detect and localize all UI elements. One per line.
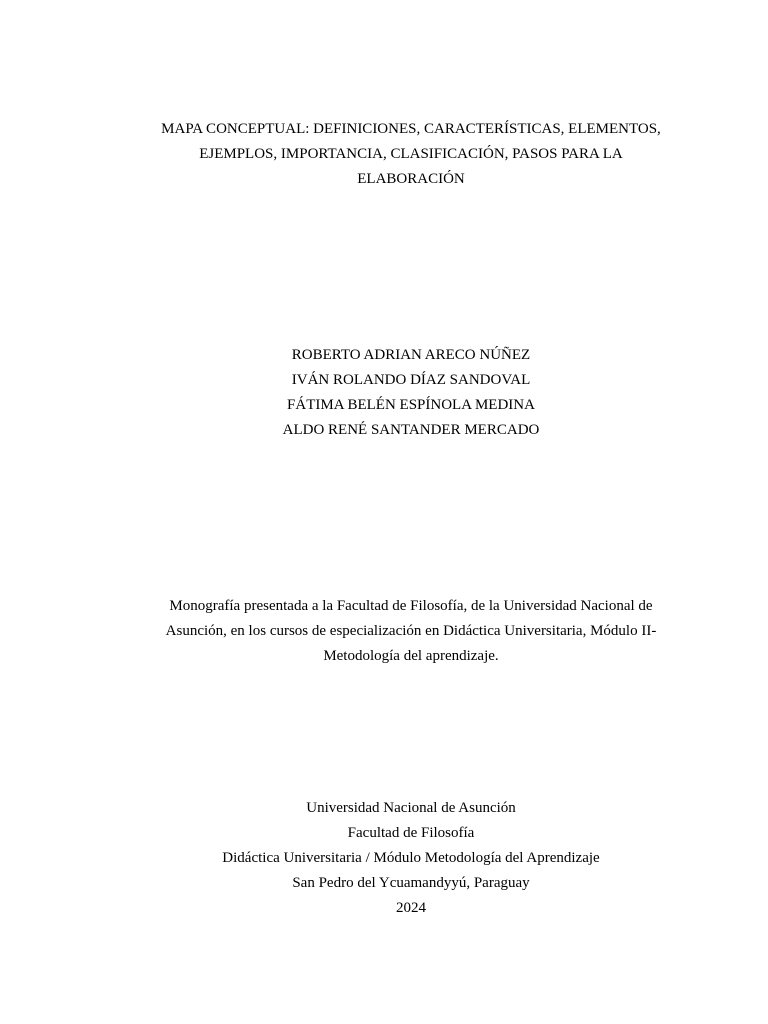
note-line: Asunción, en los cursos de especialización en Didáctica Universitaria, Módulo II- (165, 623, 657, 639)
author-name: ALDO RENÉ SANTANDER MERCADO (282, 422, 540, 438)
document-title (0, 117, 768, 192)
author-name: IVÁN ROLANDO DÍAZ SANDOVAL (291, 372, 531, 388)
presentation-note (0, 594, 768, 669)
note-line: Monografía presentada a la Facultad de Filosofía, de la Universidad Nacional de (169, 598, 653, 614)
institution-footer (0, 796, 768, 921)
year: 2024 (396, 900, 426, 916)
faculty-name: Facultad de Filosofía (347, 825, 475, 841)
author-name: ROBERTO ADRIAN ARECO NÚÑEZ (291, 347, 531, 363)
program-name: Didáctica Universitaria / Módulo Metodología del Aprendizaje (222, 850, 600, 866)
title-line: ELABORACIÓN (357, 171, 465, 187)
note-line: Metodología del aprendizaje. (323, 648, 499, 664)
title-line: EJEMPLOS, IMPORTANCIA, CLASIFICACIÓN, PASOS PARA LA (199, 146, 623, 162)
author-name: FÁTIMA BELÉN ESPÍNOLA MEDINA (287, 397, 535, 413)
title-line: MAPA CONCEPTUAL: DEFINICIONES, CARACTERÍSTICAS, ELEMENTOS, (161, 121, 661, 137)
author-list (0, 343, 768, 443)
place-name: San Pedro del Ycuamandyyú, Paraguay (292, 875, 530, 891)
university-name: Universidad Nacional de Asunción (306, 800, 516, 816)
